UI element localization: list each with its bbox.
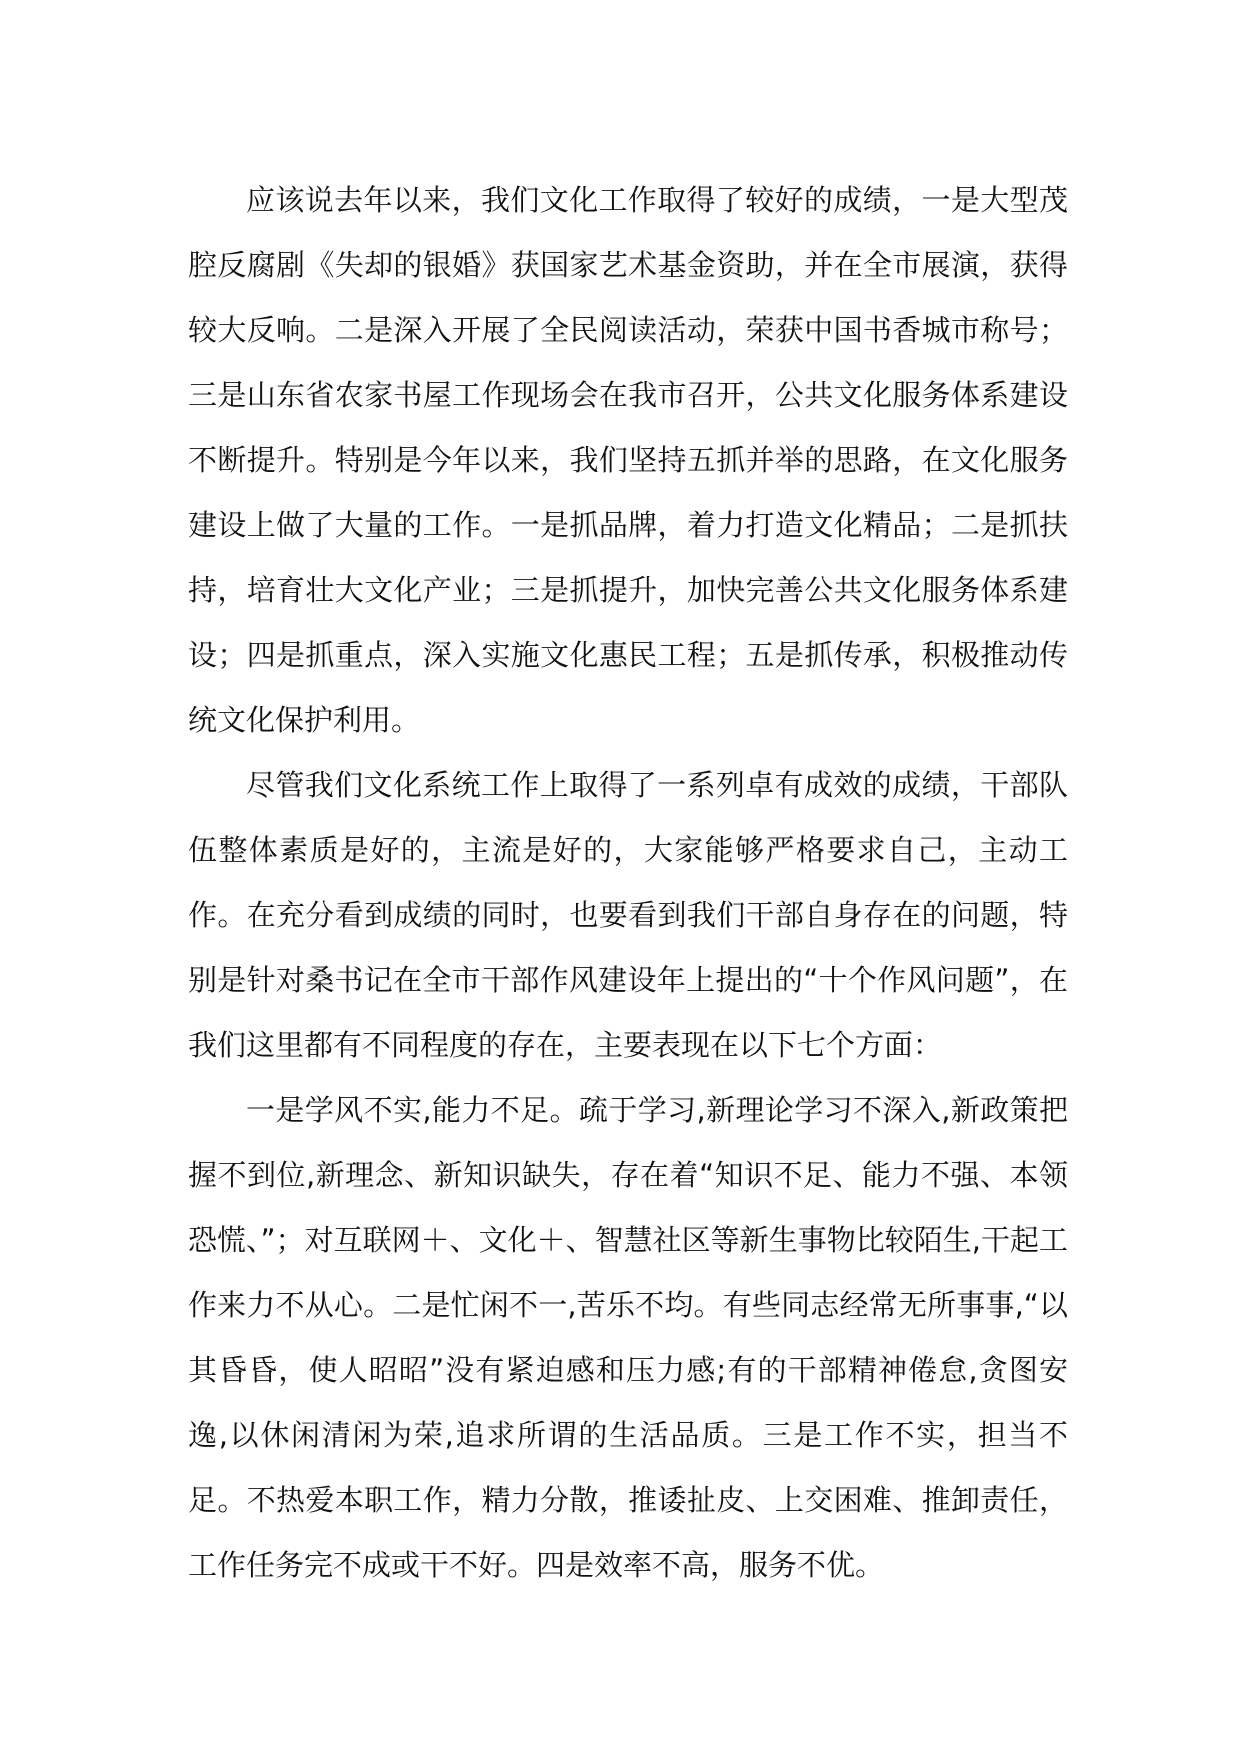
document-body (188, 168, 1068, 1598)
paragraph-problems-intro: 尽管我们文化系统工作上取得了一系列卓有成效的成绩，干部队伍整体素质是好的，主流是好的，大家能够严格要求自己，主动工作。在充分看到成绩的同时，也要看到我们干部自身存在的问题，特别是针对桑书记在全市干部作风建设年上提出的“十个作风问题”，在我们这里都有不同程度的存在，主要表现在以下七个方面： (188, 768, 1068, 1062)
paragraph-problems-list: 一是学风不实,能力不足。疏于学习,新理论学习不深入,新政策把握不到位,新理念、新知识缺失，存在着“知识不足、能力不强、本领恐慌、”；对互联网＋、文化＋、智慧社区等新生事物比较陌生,干起工作来力不从心。二是忙闲不一,苦乐不均。有些同志经常无所事事,“以其昏昏，使人昭昭”没有紧迫感和压力感;有的干部精神倦怠,贪图安逸,以休闲清闲为荣,追求所谓的生活品质。三是工作不实，担当不足。不热爱本职工作，精力分散，推诿扯皮、上交困难、推卸责任，工作任务完不成或干不好。四是效率不高，服务不优。 (188, 1093, 1068, 1582)
paragraph-achievements: 应该说去年以来，我们文化工作取得了较好的成绩，一是大型茂腔反腐剧《失却的银婚》获国家艺术基金资助，并在全市展演，获得较大反响。二是深入开展了全民阅读活动，荣获中国书香城市称号；三是山东省农家书屋工作现场会在我市召开，公共文化服务体系建设不断提升。特别是今年以来，我们坚持五抓并举的思路，在文化服务建设上做了大量的工作。一是抓品牌，着力打造文化精品；二是抓扶持，培育壮大文化产业；三是抓提升，加快完善公共文化服务体系建设；四是抓重点，深入实施文化惠民工程；五是抓传承，积极推动传统文化保护利用。 (188, 183, 1068, 737)
